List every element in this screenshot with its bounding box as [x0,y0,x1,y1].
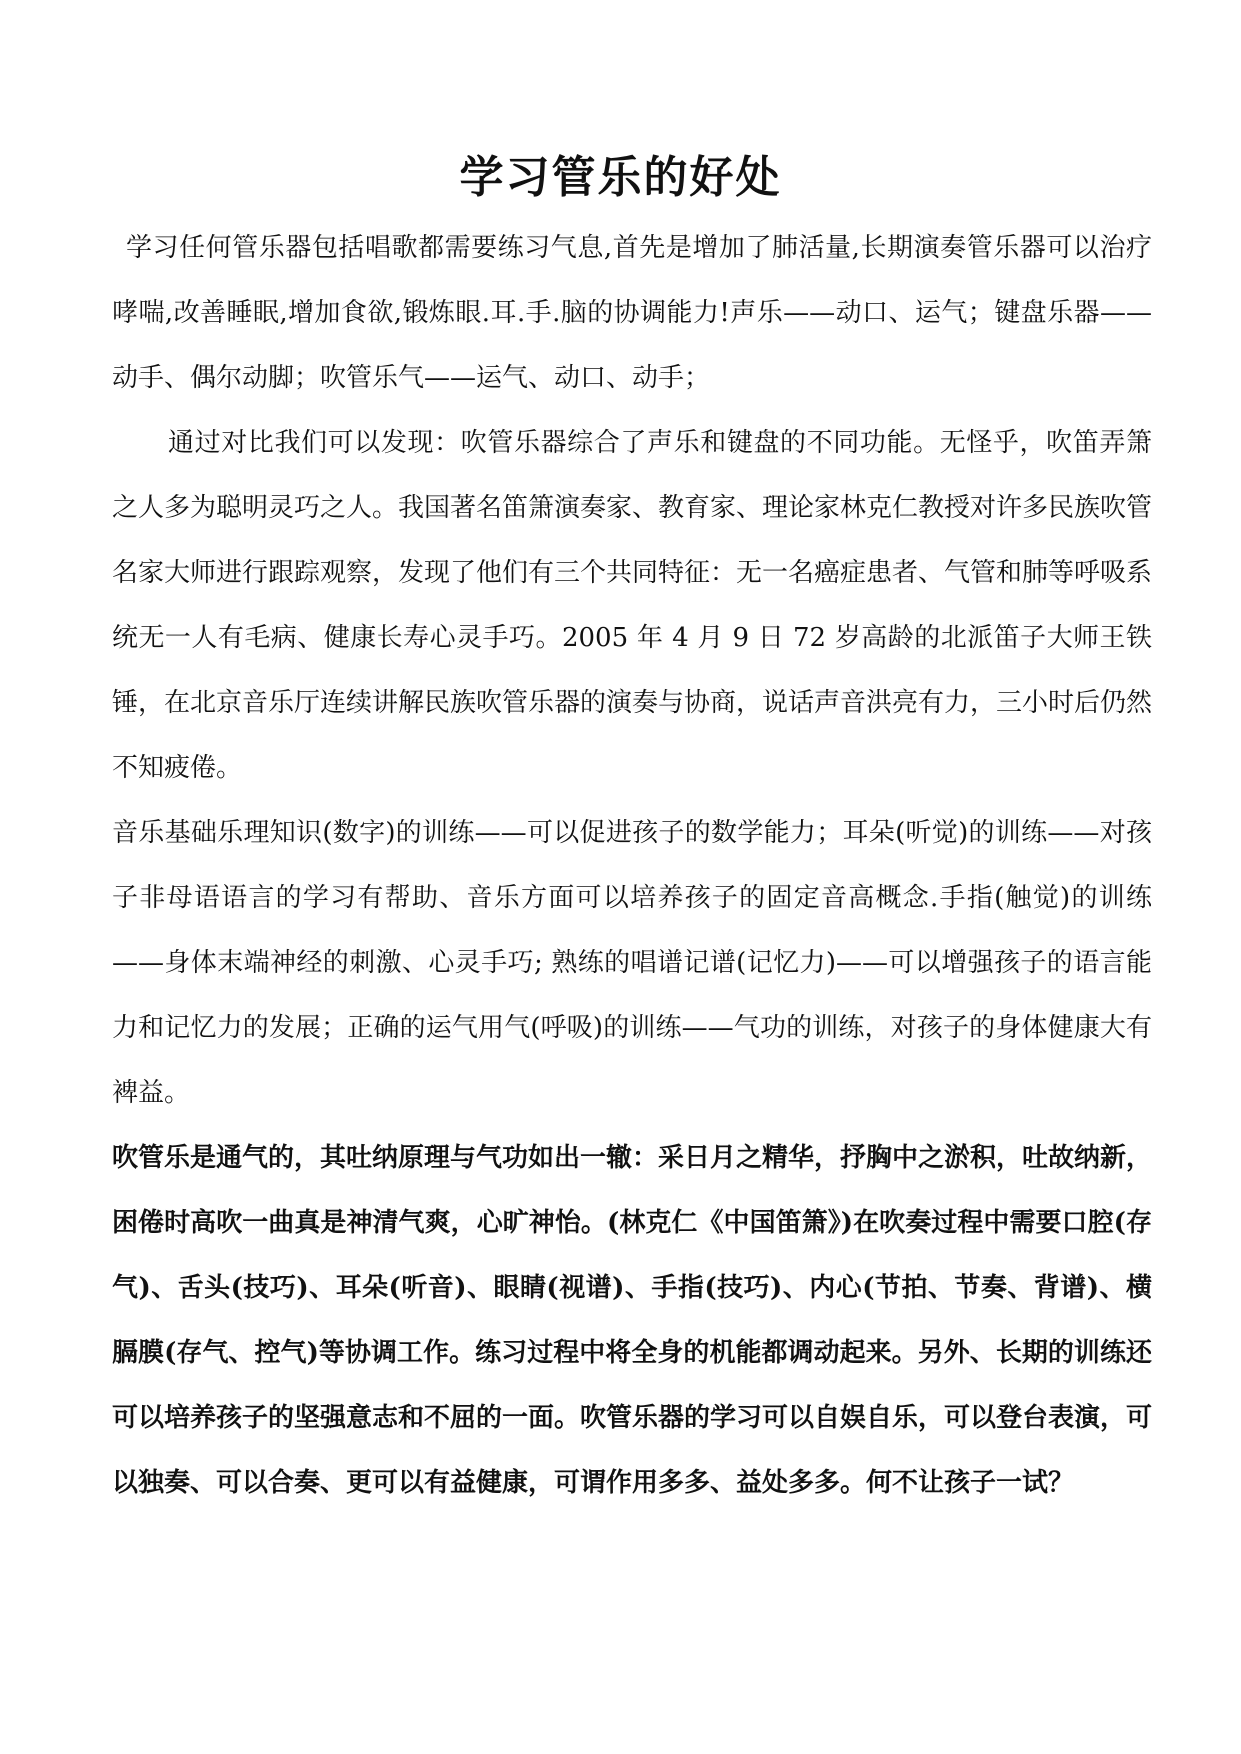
document-body [112,216,1152,1516]
paragraph-comparison: 通过对比我们可以发现：吹管乐器综合了声乐和键盘的不同功能。无怪乎，吹笛弄箫之人多为聪明灵巧之人。我国著名笛箫演奏家、教育家、理论家林克仁教授对许多民族吹管名家大师进行跟踪观察，发现了他们有三个共同特征：无一名癌症患者、气管和肺等呼吸系统无一人有毛病、健康长寿心灵手巧。2005 年 4 月 9 日 72 岁高龄的北派笛子大师王铁锤，在北京音乐厅连续讲解民族吹管乐器的演奏与协商，说话声音洪亮有力，三小时后仍然不知疲倦。 [112,428,1153,783]
paragraph-training: 音乐基础乐理知识(数字)的训练——可以促进孩子的数学能力；耳朵(听觉)的训练——对孩子非母语语言的学习有帮助、音乐方面可以培养孩子的固定音高概念.手指(触觉)的训练——身体末端神经的刺激、心灵手巧; 熟练的唱谱记谱(记忆力)——可以增强孩子的语言能力和记忆力的发展；正确的运气用气(呼吸)的训练——气功的训练，对孩子的身体健康大有裨益。 [112,818,1153,1108]
paragraph-summary: 吹管乐是通气的，其吐纳原理与气功如出一辙：采日月之精华，抒胸中之淤积，吐故纳新，困倦时高吹一曲真是神清气爽，心旷神怡。(林克仁《中国笛箫》)在吹奏过程中需要口腔(存气)、舌头(技巧)、耳朵(听音)、眼睛(视谱)、手指(技巧)、内心(节拍、节奏、背谱)、横膈膜(存气、控气)等协调工作。练习过程中将全身的机能都调动起来。另外、长期的训练还可以培养孩子的坚强意志和不屈的一面。吹管乐器的学习可以自娱自乐，可以登台表演，可以独奏、可以合奏、更可以有益健康，可谓作用多多、益处多多。何不让孩子一试？ [112,1143,1153,1498]
paragraph-breathing-benefits: 学习任何管乐器包括唱歌都需要练习气息,首先是增加了肺活量,长期演奏管乐器可以治疗哮喘,改善睡眠,增加食欲,锻炼眼.耳.手.脑的协调能力!声乐——动口、运气；键盘乐器——动手、偶尔动脚；吹管乐气——运气、动口、动手； [112,233,1152,393]
document-title: 学习管乐的好处 [459,152,782,203]
